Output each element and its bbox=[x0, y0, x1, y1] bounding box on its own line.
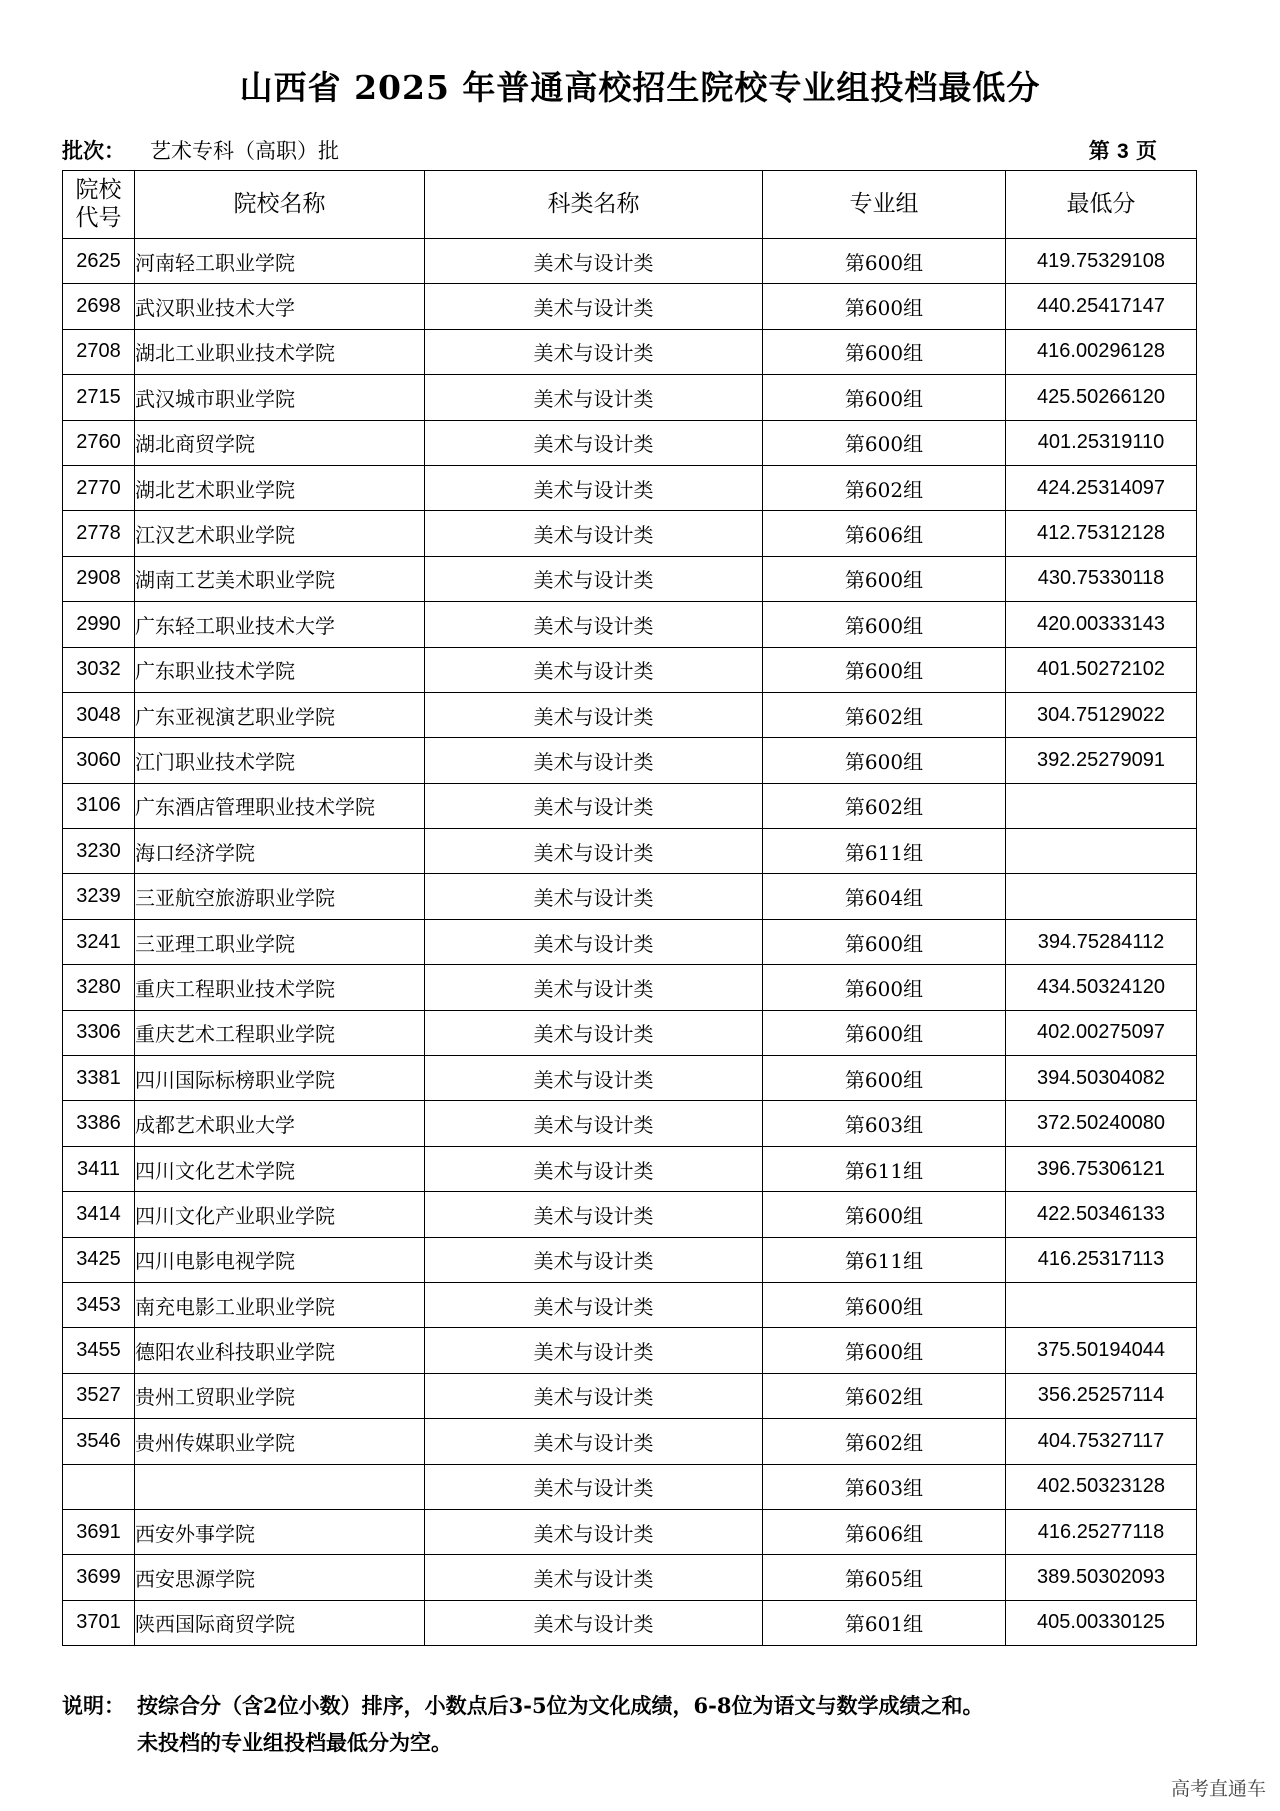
cell-school-code: 3546 bbox=[63, 1419, 135, 1464]
table-row bbox=[63, 692, 1197, 737]
cell-min-score bbox=[1006, 1282, 1197, 1327]
cell-min-score: 372.50240080 bbox=[1006, 1101, 1197, 1146]
table-row bbox=[63, 829, 1197, 874]
cell-school-code: 3699 bbox=[63, 1555, 135, 1600]
table-row bbox=[63, 329, 1197, 374]
cell-min-score: 304.75129022 bbox=[1006, 692, 1197, 737]
header-school-code: 院校代号 bbox=[63, 171, 135, 239]
cell-school-name: 武汉职业技术大学 bbox=[135, 284, 425, 329]
cell-min-score: 416.25317113 bbox=[1006, 1237, 1197, 1282]
cell-major-group: 第602组 bbox=[763, 692, 1006, 737]
cell-category: 美术与设计类 bbox=[425, 1600, 763, 1645]
cell-category: 美术与设计类 bbox=[425, 602, 763, 647]
cell-category: 美术与设计类 bbox=[425, 284, 763, 329]
cell-school-name: 西安外事学院 bbox=[135, 1509, 425, 1554]
cell-major-group: 第606组 bbox=[763, 1509, 1006, 1554]
header-category: 科类名称 bbox=[425, 171, 763, 239]
cell-min-score: 402.00275097 bbox=[1006, 1010, 1197, 1055]
cell-school-code: 3280 bbox=[63, 965, 135, 1010]
cell-school-name bbox=[135, 1464, 425, 1509]
cell-major-group: 第604组 bbox=[763, 874, 1006, 919]
cell-major-group: 第601组 bbox=[763, 1600, 1006, 1645]
cell-major-group: 第600组 bbox=[763, 1010, 1006, 1055]
cell-category: 美术与设计类 bbox=[425, 1373, 763, 1418]
cell-category: 美术与设计类 bbox=[425, 692, 763, 737]
cell-school-code: 3230 bbox=[63, 829, 135, 874]
cell-min-score: 389.50302093 bbox=[1006, 1555, 1197, 1600]
cell-school-code: 3527 bbox=[63, 1373, 135, 1418]
cell-school-name: 湖北商贸学院 bbox=[135, 420, 425, 465]
cell-major-group: 第611组 bbox=[763, 1237, 1006, 1282]
cell-min-score: 416.25277118 bbox=[1006, 1509, 1197, 1554]
cell-category: 美术与设计类 bbox=[425, 738, 763, 783]
cell-school-code: 2715 bbox=[63, 375, 135, 420]
cell-category: 美术与设计类 bbox=[425, 465, 763, 510]
cell-school-name: 四川国际标榜职业学院 bbox=[135, 1056, 425, 1101]
watermark: 高考直通车 bbox=[1170, 1778, 1266, 1800]
table-row bbox=[63, 1192, 1197, 1237]
table-row bbox=[63, 1600, 1197, 1645]
cell-category: 美术与设计类 bbox=[425, 829, 763, 874]
cell-school-code: 2698 bbox=[63, 284, 135, 329]
cell-min-score: 419.75329108 bbox=[1006, 239, 1197, 284]
page-num: 3 bbox=[1117, 140, 1129, 163]
cell-major-group: 第602组 bbox=[763, 1419, 1006, 1464]
table-row bbox=[63, 919, 1197, 964]
cell-major-group: 第600组 bbox=[763, 738, 1006, 783]
cell-major-group: 第600组 bbox=[763, 965, 1006, 1010]
cell-category: 美术与设计类 bbox=[425, 556, 763, 601]
cell-school-code: 3701 bbox=[63, 1600, 135, 1645]
page-prefix: 第 bbox=[1088, 138, 1110, 163]
table-row bbox=[63, 965, 1197, 1010]
cell-school-name: 武汉城市职业学院 bbox=[135, 375, 425, 420]
page-title: 山西省 2025 年普通高校招生院校专业组投档最低分 bbox=[239, 68, 1041, 107]
cell-school-name: 江汉艺术职业学院 bbox=[135, 511, 425, 556]
cell-min-score: 420.00333143 bbox=[1006, 602, 1197, 647]
cell-school-code: 3411 bbox=[63, 1146, 135, 1191]
table-row bbox=[63, 1328, 1197, 1373]
cell-category: 美术与设计类 bbox=[425, 1010, 763, 1055]
cell-school-code: 2625 bbox=[63, 239, 135, 284]
cell-school-code: 3386 bbox=[63, 1101, 135, 1146]
table-row bbox=[63, 375, 1197, 420]
table-row bbox=[63, 1373, 1197, 1418]
header-school-name: 院校名称 bbox=[135, 171, 425, 239]
table-row bbox=[63, 284, 1197, 329]
cell-min-score: 425.50266120 bbox=[1006, 375, 1197, 420]
cell-major-group: 第600组 bbox=[763, 239, 1006, 284]
table-row bbox=[63, 602, 1197, 647]
cell-major-group: 第611组 bbox=[763, 829, 1006, 874]
page-suffix: 页 bbox=[1136, 138, 1157, 163]
header-major-group: 专业组 bbox=[763, 171, 1006, 239]
cell-category: 美术与设计类 bbox=[425, 1192, 763, 1237]
cell-school-code: 3241 bbox=[63, 919, 135, 964]
cell-min-score: 375.50194044 bbox=[1006, 1328, 1197, 1373]
score-table bbox=[62, 170, 1197, 1646]
cell-major-group: 第600组 bbox=[763, 1282, 1006, 1327]
cell-major-group: 第606组 bbox=[763, 511, 1006, 556]
cell-min-score bbox=[1006, 783, 1197, 828]
table-row bbox=[63, 511, 1197, 556]
cell-school-name: 广东酒店管理职业技术学院 bbox=[135, 783, 425, 828]
cell-school-code: 2908 bbox=[63, 556, 135, 601]
cell-min-score: 394.75284112 bbox=[1006, 919, 1197, 964]
cell-school-code: 3106 bbox=[63, 783, 135, 828]
cell-category: 美术与设计类 bbox=[425, 420, 763, 465]
cell-category: 美术与设计类 bbox=[425, 874, 763, 919]
cell-major-group: 第602组 bbox=[763, 1373, 1006, 1418]
header-row bbox=[63, 171, 1197, 239]
table-row bbox=[63, 874, 1197, 919]
header-min-score: 最低分 bbox=[1006, 171, 1197, 239]
note-line-2: 未投档的专业组投档最低分为空。 bbox=[137, 1730, 452, 1755]
cell-category: 美术与设计类 bbox=[425, 511, 763, 556]
cell-school-name: 广东职业技术学院 bbox=[135, 647, 425, 692]
cell-min-score: 402.50323128 bbox=[1006, 1464, 1197, 1509]
cell-school-name: 陕西国际商贸学院 bbox=[135, 1600, 425, 1645]
batch-label: 批次： bbox=[62, 138, 125, 163]
cell-school-code: 2760 bbox=[63, 420, 135, 465]
cell-category: 美术与设计类 bbox=[425, 1056, 763, 1101]
cell-min-score: 422.50346133 bbox=[1006, 1192, 1197, 1237]
cell-min-score: 394.50304082 bbox=[1006, 1056, 1197, 1101]
cell-school-code: 3060 bbox=[63, 738, 135, 783]
cell-min-score bbox=[1006, 874, 1197, 919]
cell-school-code: 3414 bbox=[63, 1192, 135, 1237]
cell-category: 美术与设计类 bbox=[425, 783, 763, 828]
table-row bbox=[63, 1282, 1197, 1327]
cell-school-code: 2770 bbox=[63, 465, 135, 510]
cell-school-code: 3425 bbox=[63, 1237, 135, 1282]
page-number bbox=[1089, 135, 1157, 165]
cell-major-group: 第600组 bbox=[763, 1328, 1006, 1373]
cell-major-group: 第600组 bbox=[763, 329, 1006, 374]
cell-category: 美术与设计类 bbox=[425, 1509, 763, 1554]
table-row bbox=[63, 783, 1197, 828]
cell-school-code bbox=[63, 1464, 135, 1509]
note-line-1: 按综合分（含2位小数）排序，小数点后3-5位为文化成绩，6-8位为语文与数学成绩之和。 bbox=[137, 1693, 984, 1718]
cell-category: 美术与设计类 bbox=[425, 965, 763, 1010]
cell-min-score bbox=[1006, 829, 1197, 874]
cell-school-name: 四川文化艺术学院 bbox=[135, 1146, 425, 1191]
table-row bbox=[63, 1056, 1197, 1101]
cell-school-name: 贵州工贸职业学院 bbox=[135, 1373, 425, 1418]
table-row bbox=[63, 1464, 1197, 1509]
cell-category: 美术与设计类 bbox=[425, 1419, 763, 1464]
cell-school-name: 三亚理工职业学院 bbox=[135, 919, 425, 964]
cell-school-code: 3306 bbox=[63, 1010, 135, 1055]
cell-school-code: 3381 bbox=[63, 1056, 135, 1101]
cell-min-score: 404.75327117 bbox=[1006, 1419, 1197, 1464]
cell-category: 美术与设计类 bbox=[425, 1328, 763, 1373]
cell-school-name: 四川电影电视学院 bbox=[135, 1237, 425, 1282]
cell-major-group: 第600组 bbox=[763, 1056, 1006, 1101]
cell-major-group: 第600组 bbox=[763, 1192, 1006, 1237]
cell-major-group: 第602组 bbox=[763, 465, 1006, 510]
cell-school-name: 四川文化产业职业学院 bbox=[135, 1192, 425, 1237]
cell-school-name: 广东亚视演艺职业学院 bbox=[135, 692, 425, 737]
cell-school-name: 西安思源学院 bbox=[135, 1555, 425, 1600]
cell-major-group: 第611组 bbox=[763, 1146, 1006, 1191]
batch-info bbox=[62, 135, 1157, 165]
cell-major-group: 第600组 bbox=[763, 375, 1006, 420]
cell-school-code: 3691 bbox=[63, 1509, 135, 1554]
cell-school-code: 3455 bbox=[63, 1328, 135, 1373]
cell-category: 美术与设计类 bbox=[425, 1146, 763, 1191]
cell-min-score: 440.25417147 bbox=[1006, 284, 1197, 329]
cell-school-name: 重庆工程职业技术学院 bbox=[135, 965, 425, 1010]
table-row bbox=[63, 239, 1197, 284]
table-row bbox=[63, 465, 1197, 510]
cell-major-group: 第600组 bbox=[763, 556, 1006, 601]
cell-school-name: 成都艺术职业大学 bbox=[135, 1101, 425, 1146]
cell-min-score: 401.25319110 bbox=[1006, 420, 1197, 465]
cell-school-name: 南充电影工业职业学院 bbox=[135, 1282, 425, 1327]
cell-major-group: 第605组 bbox=[763, 1555, 1006, 1600]
cell-school-name: 德阳农业科技职业学院 bbox=[135, 1328, 425, 1373]
table-row bbox=[63, 1146, 1197, 1191]
table-row bbox=[63, 420, 1197, 465]
cell-category: 美术与设计类 bbox=[425, 1555, 763, 1600]
cell-category: 美术与设计类 bbox=[425, 375, 763, 420]
note-label: 说明： bbox=[62, 1693, 125, 1718]
cell-min-score: 401.50272102 bbox=[1006, 647, 1197, 692]
table-row bbox=[63, 1010, 1197, 1055]
cell-major-group: 第600组 bbox=[763, 919, 1006, 964]
cell-min-score: 392.25279091 bbox=[1006, 738, 1197, 783]
cell-category: 美术与设计类 bbox=[425, 919, 763, 964]
cell-school-code: 2990 bbox=[63, 602, 135, 647]
table-row bbox=[63, 1509, 1197, 1554]
cell-category: 美术与设计类 bbox=[425, 329, 763, 374]
cell-school-code: 3048 bbox=[63, 692, 135, 737]
cell-school-name: 湖北艺术职业学院 bbox=[135, 465, 425, 510]
cell-category: 美术与设计类 bbox=[425, 647, 763, 692]
table-row bbox=[63, 556, 1197, 601]
cell-major-group: 第603组 bbox=[763, 1464, 1006, 1509]
cell-school-code: 2778 bbox=[63, 511, 135, 556]
cell-school-name: 江门职业技术学院 bbox=[135, 738, 425, 783]
cell-category: 美术与设计类 bbox=[425, 1237, 763, 1282]
cell-min-score: 434.50324120 bbox=[1006, 965, 1197, 1010]
cell-major-group: 第600组 bbox=[763, 647, 1006, 692]
table-row bbox=[63, 1419, 1197, 1464]
cell-category: 美术与设计类 bbox=[425, 1282, 763, 1327]
cell-major-group: 第602组 bbox=[763, 783, 1006, 828]
cell-school-name: 河南轻工职业学院 bbox=[135, 239, 425, 284]
cell-school-code: 3032 bbox=[63, 647, 135, 692]
cell-school-name: 海口经济学院 bbox=[135, 829, 425, 874]
cell-school-name: 贵州传媒职业学院 bbox=[135, 1419, 425, 1464]
table-row bbox=[63, 647, 1197, 692]
table-row bbox=[63, 1101, 1197, 1146]
cell-school-code: 3239 bbox=[63, 874, 135, 919]
cell-major-group: 第603组 bbox=[763, 1101, 1006, 1146]
cell-min-score: 396.75306121 bbox=[1006, 1146, 1197, 1191]
cell-school-code: 2708 bbox=[63, 329, 135, 374]
cell-min-score: 424.25314097 bbox=[1006, 465, 1197, 510]
cell-school-name: 湖北工业职业技术学院 bbox=[135, 329, 425, 374]
cell-min-score: 412.75312128 bbox=[1006, 511, 1197, 556]
cell-min-score: 416.00296128 bbox=[1006, 329, 1197, 374]
cell-major-group: 第600组 bbox=[763, 284, 1006, 329]
batch-value: 艺术专科（高职）批 bbox=[150, 139, 339, 163]
cell-school-name: 重庆艺术工程职业学院 bbox=[135, 1010, 425, 1055]
cell-school-name: 三亚航空旅游职业学院 bbox=[135, 874, 425, 919]
table-row bbox=[63, 738, 1197, 783]
cell-school-code: 3453 bbox=[63, 1282, 135, 1327]
cell-min-score: 356.25257114 bbox=[1006, 1373, 1197, 1418]
cell-min-score: 430.75330118 bbox=[1006, 556, 1197, 601]
cell-min-score: 405.00330125 bbox=[1006, 1600, 1197, 1645]
cell-major-group: 第600组 bbox=[763, 602, 1006, 647]
table-row bbox=[63, 1555, 1197, 1600]
cell-category: 美术与设计类 bbox=[425, 1101, 763, 1146]
cell-category: 美术与设计类 bbox=[425, 239, 763, 284]
cell-major-group: 第600组 bbox=[763, 420, 1006, 465]
table-row bbox=[63, 1237, 1197, 1282]
cell-school-name: 湖南工艺美术职业学院 bbox=[135, 556, 425, 601]
cell-school-name: 广东轻工职业技术大学 bbox=[135, 602, 425, 647]
cell-category: 美术与设计类 bbox=[425, 1464, 763, 1509]
